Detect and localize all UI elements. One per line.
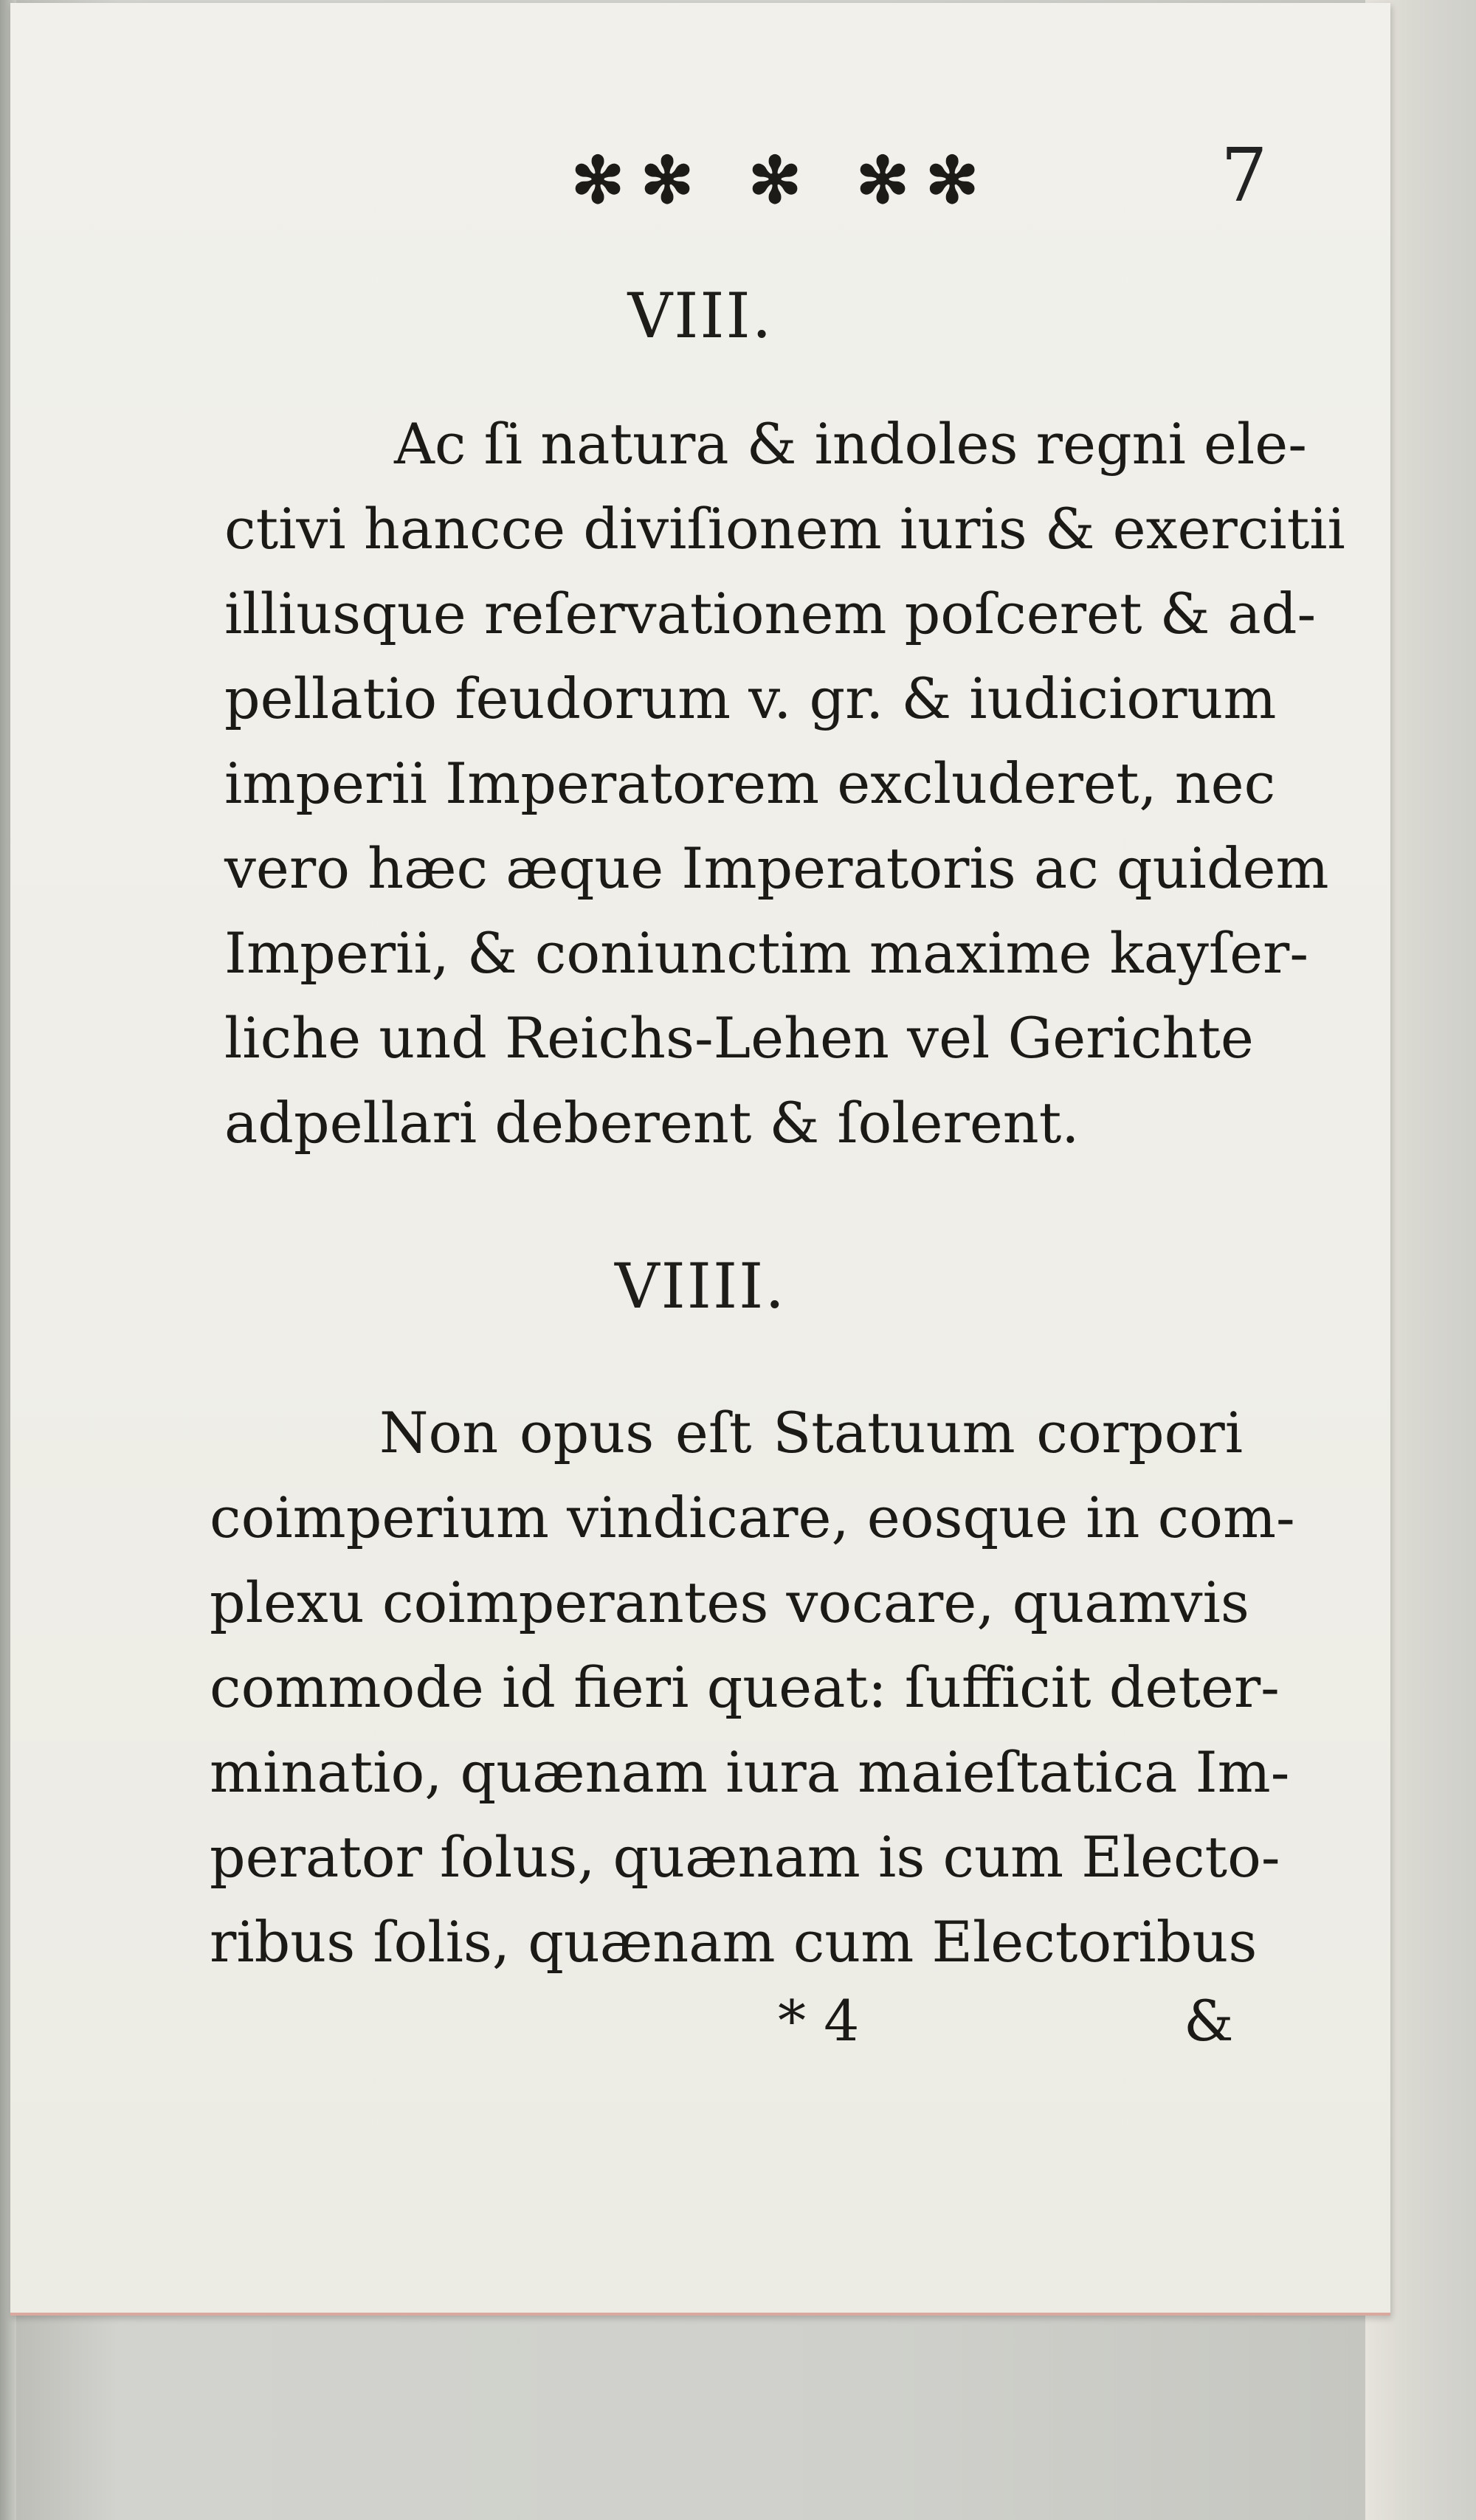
text-line: commode id fieri queat: ſufficit deter-	[210, 1654, 1280, 1720]
text-line: Imperii, & coniunctim maxime kayſer-	[224, 920, 1309, 986]
text-line: coimperium vindicare, eosque in com-	[210, 1485, 1295, 1550]
book-page	[10, 3, 1390, 2316]
section-viii-paragraph	[224, 401, 1345, 1165]
signature-mark: * 4	[778, 1988, 860, 2054]
section-viiii-paragraph	[210, 1390, 1295, 1984]
text-line: ctivi hancce diviſionem iuris & exercitii	[224, 496, 1345, 562]
text-line: Non opus eſt Statuum corpori	[379, 1400, 1243, 1466]
text-line: Ac ſi natura & indoles regni ele-	[394, 411, 1307, 477]
page-number: 7	[1221, 132, 1268, 218]
text-line: adpellari deberent & ſolerent.	[224, 1090, 1080, 1156]
text-line: liche und Reichs-Lehen vel Gerichte	[224, 1005, 1254, 1071]
section-heading-viiii: VIIII.	[614, 1250, 787, 1322]
header-ornament: ✻✻ ✻ ✻✻	[571, 143, 996, 218]
text-line: ribus ſolis, quænam cum Electoribus	[210, 1909, 1258, 1975]
text-line: illiusque reſervationem poſceret & ad-	[224, 581, 1317, 646]
text-line: imperii Imperatorem excluderet, nec	[224, 750, 1276, 816]
text-line: perator ſolus, quænam is cum Electo-	[210, 1824, 1280, 1890]
catchword: &	[1184, 1988, 1234, 2054]
running-head	[10, 132, 1390, 221]
text-line: plexu coimperantes vocare, quamvis	[210, 1570, 1249, 1635]
page-footer	[10, 1988, 1390, 2069]
text-line: vero hæc æque Imperatoris ac quidem	[224, 835, 1329, 901]
text-line: pellatio feudorum v. gr. & iudiciorum	[224, 666, 1277, 731]
section-heading-viii: VIII.	[627, 280, 773, 352]
text-line: minatio, quænam iura maieſtatica Im-	[210, 1739, 1290, 1805]
